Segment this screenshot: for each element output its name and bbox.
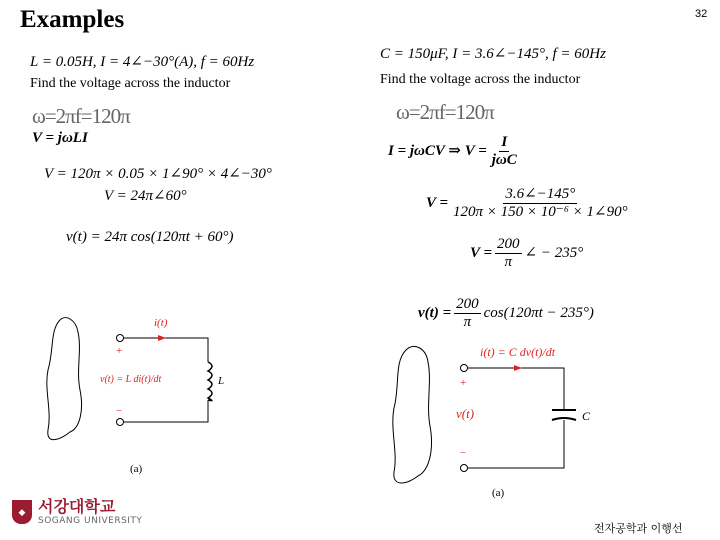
right-time-den: π <box>463 314 472 330</box>
terminal-top <box>461 365 468 372</box>
right-step2 <box>470 236 583 271</box>
author-label: 전자공학과 이행선 <box>594 522 683 535</box>
right-formula <box>388 134 522 169</box>
inductor-symbol <box>208 362 212 401</box>
right-step1 <box>426 186 633 221</box>
terminal-bottom <box>461 465 468 472</box>
right-step1-lhs: V = <box>426 194 449 211</box>
plus-sign: + <box>460 377 467 389</box>
right-given: C = 150μF, I = 3.6∠−145°, f = 60Hz <box>380 46 606 62</box>
logo-english: SOGANG UNIVERSITY <box>38 516 143 526</box>
university-logo <box>12 498 142 526</box>
left-caption: (a) <box>130 463 143 475</box>
source-blob <box>47 318 82 440</box>
right-step2-den: π <box>504 254 513 270</box>
source-blob <box>393 346 432 483</box>
left-time-domain: v(t) = 24π cos(120πt + 60°) <box>66 229 234 245</box>
right-step2-lhs: V = <box>470 244 493 261</box>
left-formula: V = jωLI <box>32 130 88 146</box>
voltage-label: v(t) <box>456 406 475 421</box>
right-step2-fraction <box>495 236 522 271</box>
terminal-bottom <box>117 419 124 426</box>
right-time-fraction <box>454 296 481 331</box>
inductor-label: L <box>218 375 225 387</box>
right-formula-lhs: I = jωCV ⇒ V = <box>388 142 487 159</box>
left-step2: V = 24π∠60° <box>104 188 187 204</box>
circuit-wires <box>468 368 564 468</box>
right-step2-num: 200 <box>497 236 520 252</box>
right-step1-num: 3.6∠−145° <box>505 186 576 202</box>
left-prompt: Find the voltage across the inductor <box>30 76 231 91</box>
right-time-domain <box>418 296 594 331</box>
minus-sign: − <box>460 447 467 459</box>
logo-korean: 서강대학교 <box>38 497 116 516</box>
crest-icon: ◆ <box>12 500 32 524</box>
capacitor-circuit <box>384 336 604 506</box>
current-arrow <box>514 365 522 371</box>
right-time-rhs: cos(120πt − 235°) <box>483 304 594 321</box>
minus-sign: − <box>116 405 123 417</box>
plus-sign: + <box>116 345 123 357</box>
right-time-num: 200 <box>456 296 479 312</box>
right-step1-fraction <box>451 186 630 221</box>
page-number: 32 <box>695 8 708 20</box>
voltage-relation: v(t) = L di(t)/dt <box>100 374 162 385</box>
current-relation: i(t) = C dv(t)/dt <box>480 345 556 359</box>
inductor-circuit <box>40 310 240 480</box>
right-formula-num: I <box>501 134 508 150</box>
capacitor-plate-bottom <box>552 418 576 420</box>
right-caption: (a) <box>492 487 505 499</box>
terminal-top <box>117 335 124 342</box>
right-step1-den: 120π × 150 × 10⁻⁶ × 1∠90° <box>453 204 628 220</box>
current-arrow <box>158 335 166 341</box>
left-step1: V = 120π × 0.05 × 1∠90° × 4∠−30° <box>44 166 272 182</box>
right-time-lhs: v(t) = <box>418 304 452 321</box>
right-step2-rhs: ∠ − 235° <box>524 244 584 261</box>
slide-title: Examples <box>20 6 125 33</box>
left-given: L = 0.05H, I = 4∠−30°(A), f = 60Hz <box>30 54 255 70</box>
right-omega: ω=2πf=120π <box>396 100 494 124</box>
current-label: i(t) <box>154 317 168 329</box>
right-prompt: Find the voltage across the inductor <box>380 72 581 87</box>
left-omega: ω=2πf=120π <box>32 104 130 128</box>
capacitor-label: C <box>582 409 591 423</box>
right-formula-fraction <box>490 134 519 169</box>
right-formula-den: jωC <box>491 152 517 168</box>
